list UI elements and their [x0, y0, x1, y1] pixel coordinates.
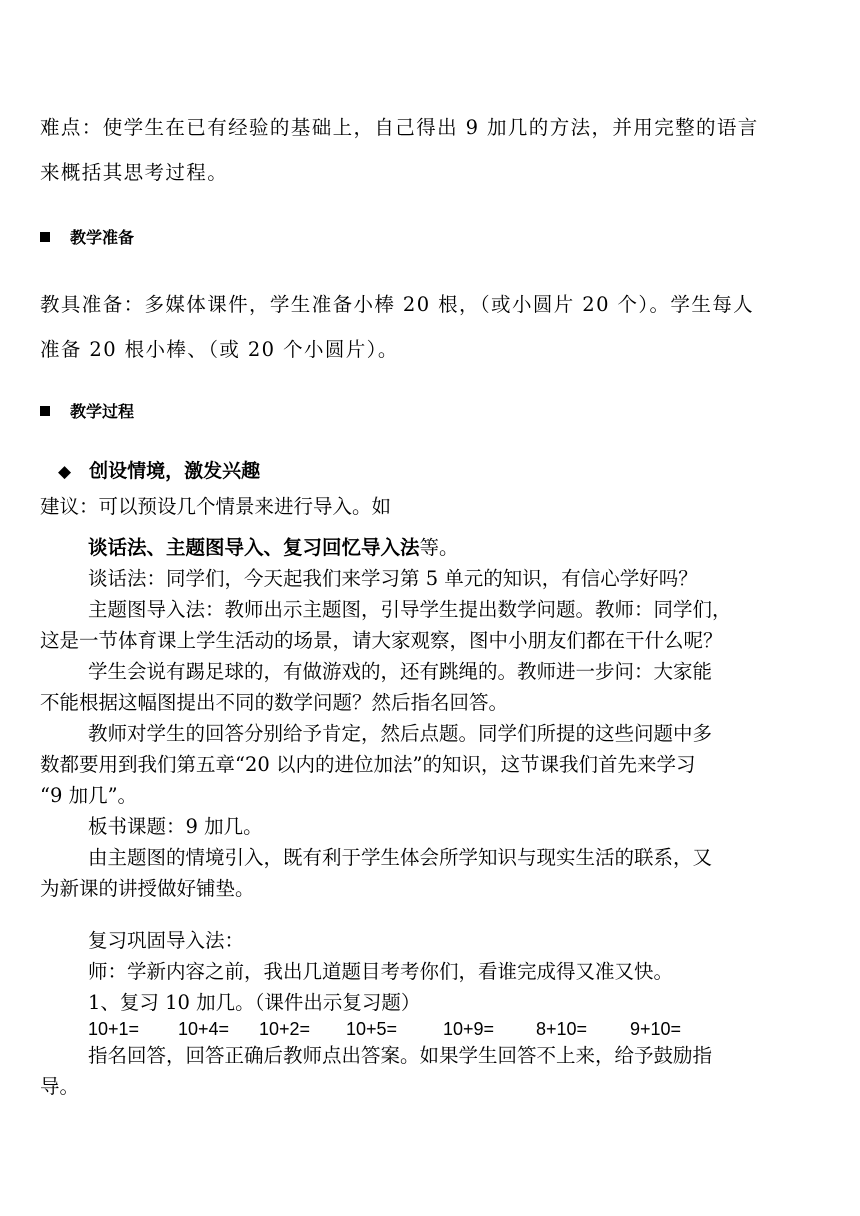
difficulty-line-2: 来概括其思考过程。: [40, 161, 229, 184]
math-problem: 10+2=: [259, 1019, 311, 1039]
prep-line-2: 准备 20 根小棒、（或 20 个小圆片）。: [40, 338, 399, 361]
students-line-2: 不能根据这幅图提出不同的数学问题？然后指名回答。: [40, 691, 509, 714]
review-item-line: 1、复习 10 加几。（课件出示复习题）: [88, 991, 421, 1014]
difficulty-line-1: 难点：使学生在已有经验的基础上，自己得出 9 加几的方法，并用完整的语言: [40, 116, 759, 139]
subheading-create-context: [58, 458, 260, 485]
math-problem: 9+10=: [630, 1019, 682, 1039]
math-problem: 8+10=: [536, 1019, 588, 1039]
methods-line: [40, 535, 459, 561]
section-heading-process: [40, 401, 134, 423]
theme-line-1: 主题图导入法：教师出示主题图，引导学生提出数学问题。教师：同学们，: [88, 598, 732, 621]
teacher-line: 师：学新内容之前，我出几道题目考考你们，看谁完成得又准又快。: [88, 960, 674, 983]
intro-line-1: 由主题图的情境引入，既有利于学生体会所学知识与现实生活的联系，又: [88, 846, 713, 869]
subheading-label: 创设情境，激发兴趣: [89, 460, 261, 482]
students-line-1: 学生会说有踢足球的，有做游戏的，还有跳绳的。教师进一步问：大家能: [88, 660, 713, 683]
affirm-line-3: “9 加几”。: [40, 784, 138, 807]
board-title-line: 板书课题：9 加几。: [88, 815, 263, 838]
prep-line-1: 教具准备：多媒体课件，学生准备小棒 20 根，（或小圆片 20 个）。学生每人: [40, 293, 755, 316]
math-problem: 10+1=: [88, 1019, 140, 1039]
theme-line-2: 这是一节体育课上学生活动的场景，请大家观察，图中小朋友们都在干什么呢？: [40, 629, 723, 652]
math-problem: 10+9=: [443, 1019, 495, 1039]
answer-line-1: 指名回答，回答正确后教师点出答案。如果学生回答不上来，给予鼓励指: [88, 1044, 713, 1067]
section-heading-process-label: 教学过程: [70, 402, 135, 421]
black-diamond-icon: ◆: [58, 462, 72, 482]
answer-line-2: 导。: [40, 1075, 80, 1098]
math-problems-row: [40, 1016, 681, 1042]
methods-bold-text: 谈话法、主题图导入、复习回忆导入法: [88, 536, 420, 559]
black-square-icon: [40, 232, 50, 242]
section-heading-prep: [40, 227, 134, 249]
math-problem: 10+4=: [178, 1019, 230, 1039]
intro-line-2: 为新课的讲授做好铺垫。: [40, 877, 255, 900]
affirm-line-1: 教师对学生的回答分别给予肯定，然后点题。同学们所提的这些问题中多: [88, 722, 713, 745]
suggestion-line: 建议：可以预设几个情景来进行导入。如: [40, 495, 392, 518]
black-square-icon: [40, 406, 50, 416]
affirm-line-2: 数都要用到我们第五章“20 以内的进位加法”的知识，这节课我们首先来学习: [40, 753, 696, 776]
talk-method-line: 谈话法：同学们，今天起我们来学习第 5 单元的知识，有信心学好吗？: [88, 567, 698, 590]
review-title-line: 复习巩固导入法：: [88, 929, 245, 952]
section-heading-prep-label: 教学准备: [70, 228, 135, 247]
methods-tail-text: 等。: [419, 536, 459, 559]
math-problem: 10+5=: [346, 1019, 398, 1039]
